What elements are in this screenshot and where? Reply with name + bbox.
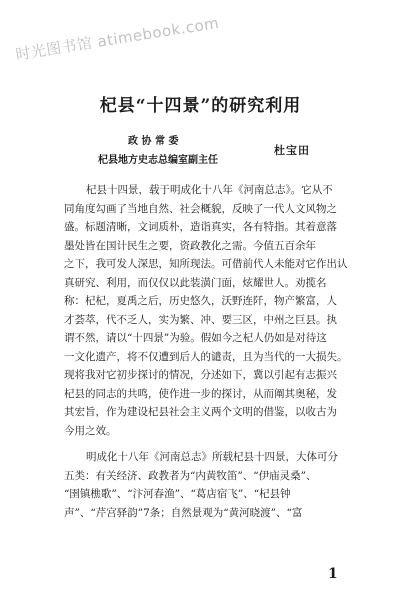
paragraph-line: 杞县十四景，载于明成化十八年《河南总志》。它从不: [86, 184, 333, 196]
paragraph-line: 今用之效。: [64, 424, 117, 437]
paragraph-line: “圉镇樵歌”、“汴河春渔”、“葛店宿飞”、“杞县钟: [64, 488, 291, 500]
author-title-line2: 杞县地方史志总编室副主任: [98, 155, 218, 166]
page-number: 1: [328, 566, 338, 582]
author-name: 杜宝田: [274, 144, 310, 157]
watermark: 时光图书馆 atimebook.com: [14, 13, 221, 64]
paragraph-line: 墨处皆在国计民生之要，资政教化之需。今值五百余年: [64, 239, 316, 252]
paragraph-line: 称：杞杞，夏禹之后，历史悠久，沃野连阡，物产繁富，人: [64, 295, 337, 307]
paragraph-line: 真研究、利用，而仅仅以此装潢门面，炫耀世人。劝揽名: [64, 276, 327, 289]
article-title: 杞县“十四景”的研究利用: [99, 96, 302, 116]
paragraph-line: 五类：有关经济、政教者为“内黄牧笛”、“伊庙灵桑”、: [64, 469, 317, 482]
paragraph-line: 其宏旨，作为建设杞县社会主义两个文明的借鉴，以收古为: [64, 406, 337, 418]
paragraph-line: 同角度勾画了当地自然、社会概貌，反映了一代人文风物之: [64, 202, 337, 215]
paragraph-line: 一文化遗产，将不仅遭到后人的谴责，且为当代的一大损失。: [64, 350, 348, 363]
paragraph-line: 谓不然，请以“十四景”为验。假如今之杞人仍如是对待这: [64, 332, 327, 344]
paragraph-line: 明成化十八年《河南总志》所载杞县十四景，大体可分: [86, 451, 338, 463]
paragraph-line: 现将我对它初步探讨的情况，分述如下，冀以引起有志振兴: [64, 369, 337, 381]
author-title-line1: 政 协 常 委: [128, 136, 179, 147]
paragraph-line: 之下，我可发人深思，知所现法。可借前代人未能对它作出认: [64, 258, 348, 270]
paragraph-line: 杞县的同志的共鸣，使作进一步的探讨，从而阐其奥秘，发: [64, 387, 337, 400]
paragraph-line: 声”、“芹宫驿韵”7条；自然景观为“黄河晓渡”、“富: [64, 506, 303, 519]
paragraph-2: [64, 448, 360, 522]
paragraph-1: [64, 181, 360, 440]
paragraph-line: 盛。标题清晰，文词质朴，造诣真实，各有特指。其着意落: [64, 221, 337, 233]
paragraph-line: 才荟萃，代不乏人，实为繁、冲、要三区，中州之巨县。执: [64, 313, 337, 326]
